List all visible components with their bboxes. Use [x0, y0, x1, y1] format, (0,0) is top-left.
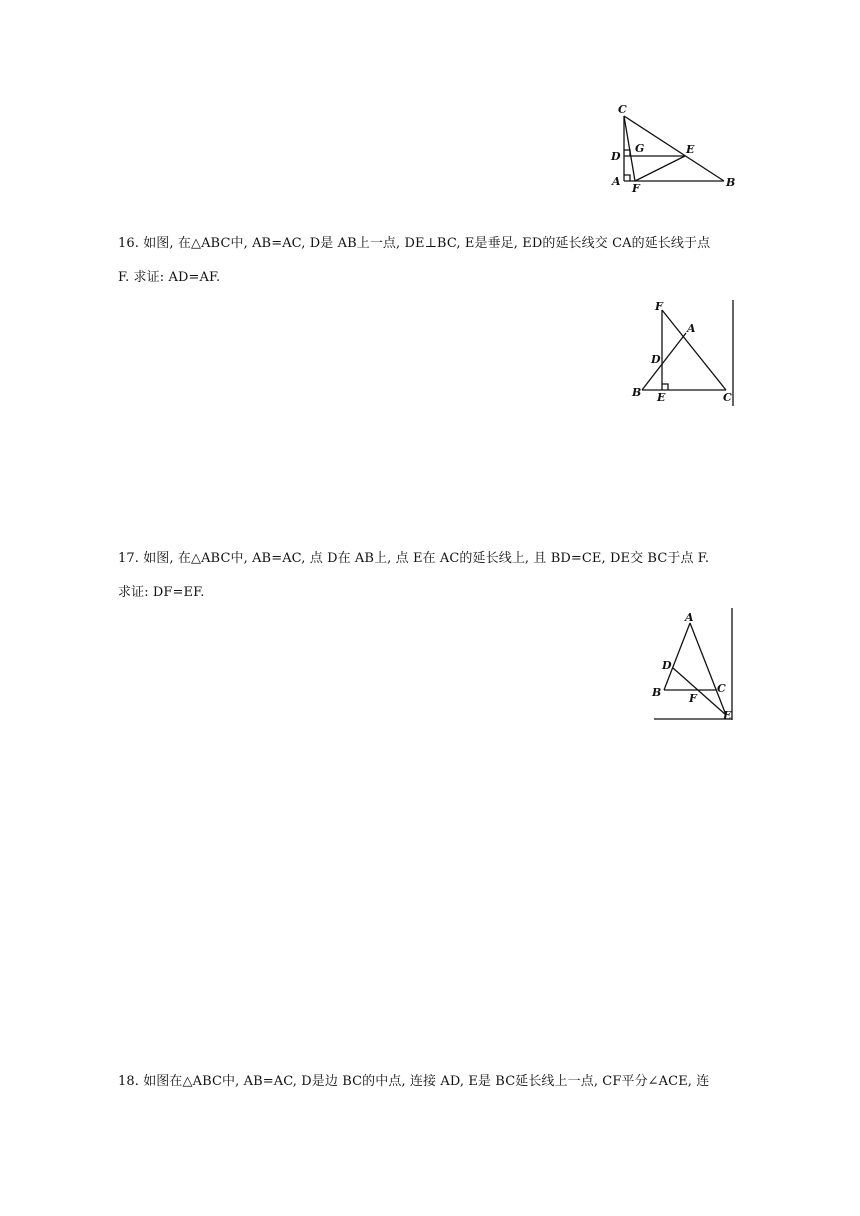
segment-ba	[642, 333, 686, 390]
label-g: G	[635, 142, 645, 155]
figure-15-svg	[604, 100, 744, 195]
label-d: D	[651, 353, 661, 366]
segment-cf	[624, 116, 635, 181]
label-e: E	[686, 143, 695, 156]
label-d: D	[662, 659, 672, 672]
label-c: C	[618, 103, 627, 116]
label-f: F	[689, 692, 697, 705]
label-a: A	[612, 175, 621, 188]
label-b: B	[632, 386, 642, 399]
right-angle-mark-e	[662, 384, 668, 390]
label-a: A	[687, 322, 696, 335]
label-e: E	[723, 709, 732, 722]
problem-16-line-1: 16. 如图, 在△ABC中, AB=AC, D是 AB上一点, DE⊥BC, E是垂足, ED的延长线交 CA的延长线于点	[118, 236, 711, 251]
problem-18-line-1: 18. 如图在△ABC中, AB=AC, D是边 BC的中点, 连接 AD, E是 BC延长线上一点, CF平分∠ACE, 连	[118, 1074, 710, 1089]
figure-16	[630, 300, 735, 406]
label-e: E	[657, 391, 666, 404]
label-b: B	[726, 176, 736, 189]
right-angle-mark-a	[624, 175, 630, 181]
figure-17-svg	[650, 608, 738, 722]
label-c: C	[717, 682, 726, 695]
label-f: F	[632, 182, 640, 195]
label-b: B	[652, 686, 662, 699]
figure-17	[650, 608, 738, 722]
figure-16-svg	[630, 300, 735, 406]
label-f: F	[655, 300, 663, 313]
label-d: D	[611, 150, 621, 163]
segment-fe	[635, 156, 685, 181]
problem-17-line-1: 17. 如图, 在△ABC中, AB=AC, 点 D在 AB上, 点 E在 AC的延长线上, 且 BD=CE, DE交 BC于点 F.	[118, 551, 710, 566]
label-a: A	[685, 611, 694, 624]
problem-16-line-2: F. 求证: AD=AF.	[118, 270, 221, 285]
right-angle-mark-d	[624, 150, 630, 156]
figure-15	[604, 100, 744, 195]
problem-17-line-2: 求证: DF=EF.	[118, 585, 205, 600]
label-c: C	[723, 391, 732, 404]
